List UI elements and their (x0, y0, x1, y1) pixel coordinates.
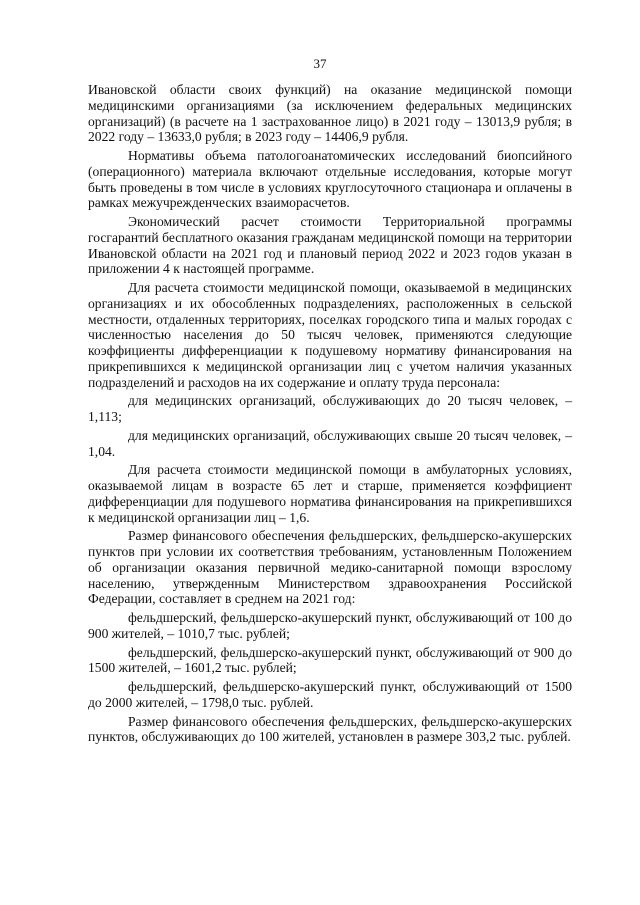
paragraph-fap-under-100: Размер финансового обеспечения фельдшерских, фельдшерско-акушерских пунктов, обслуживающих до 100 жителей, установлен в размере 303,2 тыс. рублей. (88, 713, 572, 745)
paragraph-fap-1500-2000: фельдшерский, фельдшерско-акушерский пункт, обслуживающий от 1500 до 2000 жителей, – 1798,0 тыс. рублей. (88, 679, 572, 710)
paragraph-fap-900-1500: фельдшерский, фельдшерско-акушерский пункт, обслуживающий от 900 до 1500 жителей, – 1601,2 тыс. рублей; (88, 644, 572, 676)
paragraph-rural-coefficients: Для расчета стоимости медицинской помощи, оказываемой в медицинских организациях и их обособленных подразделениях, расположенных в сельской местности, отдаленных территориях, поселках городского типа и малых городах с численностью населения до 50 тысяч человек, применяются следующие коэффициенты дифференциации к подушевому нормативу финансирования на прикрепившихся к медицинской организации лиц с учетом наличия указанных подразделений и расходов на их содержание и оплату труда персонала: (88, 280, 572, 390)
paragraph-fap-funding: Размер финансового обеспечения фельдшерских, фельдшерско-акушерских пунктов при условии их соответствия требованиям, установленным Положением об организации оказания первичной медико-санитарной помощи взрослому населению, утвержденным Министерством здравоохранения Российской Федерации, составляет в среднем на 2021 год: (88, 528, 572, 607)
paragraph-coefficient-over-20k: для медицинских организаций, обслуживающих свыше 20 тысяч человек, – 1,04. (88, 427, 572, 459)
paragraph-pathology-norms: Нормативы объема патологоанатомических исследований биопсийного (операционного) материала включают отдельные исследования, которые могут быть проведены в том числе в условиях круглосуточного стационара и оплачены в рамках межучрежденческих взаиморасчетов. (88, 148, 572, 211)
page-number: 37 (313, 56, 327, 71)
paragraph-continuation: Ивановской области своих функций) на оказание медицинской помощи медицинскими организациями (за исключением федеральных медицинских организаций) (в расчете на 1 застрахованное лицо) в 2021 году – 13013,9 рубля; в 2022 году – 13633,0 рубля; в 2023 году – 14406,9 рубля. (88, 82, 572, 145)
paragraph-elderly-coefficient: Для расчета стоимости медицинской помощи в амбулаторных условиях, оказываемой лицам в возрасте 65 лет и старше, применяется коэффициент дифференциации для подушевого норматива финансирования на прикрепившихся к медицинской организации лиц – 1,6. (88, 462, 572, 525)
paragraph-economic-calculation: Экономический расчет стоимости Территориальной программы госгарантий бесплатного оказания гражданам медицинской помощи на территории Ивановской области на 2021 год и плановый период 2022 и 2023 годов указан в приложении 4 к настоящей программе. (88, 214, 572, 277)
paragraph-fap-100-900: фельдшерский, фельдшерско-акушерский пункт, обслуживающий от 100 до 900 жителей, – 1010,7 тыс. рублей; (88, 610, 572, 641)
body-text (88, 82, 572, 745)
paragraph-coefficient-up-to-20k: для медицинских организаций, обслуживающих до 20 тысяч человек, – 1,113; (88, 393, 572, 424)
